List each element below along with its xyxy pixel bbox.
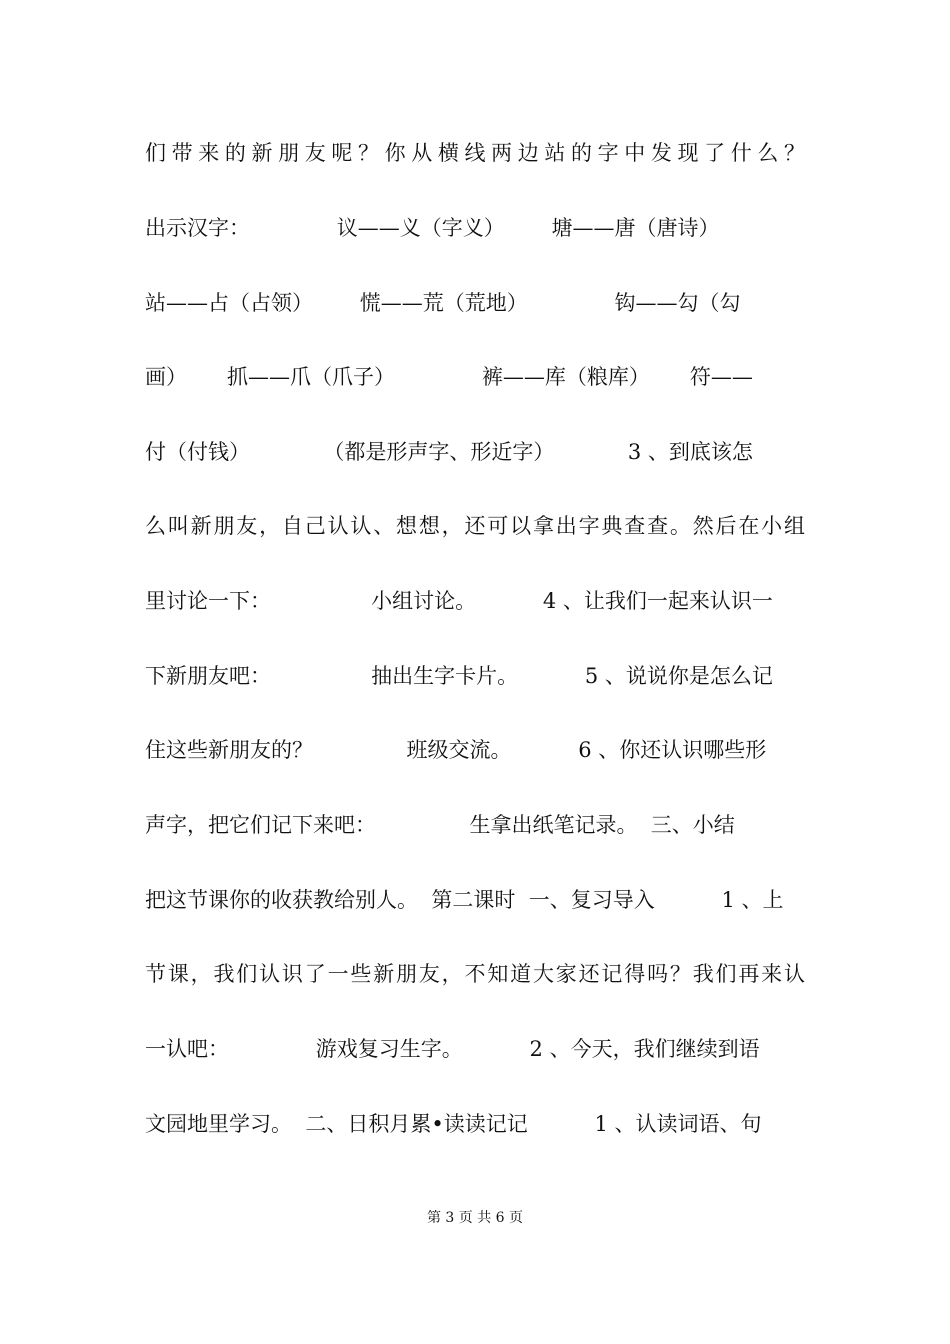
body-text-line: 住这些新朋友的？ 班级交流。 6 、你还认识哪些形: [145, 738, 767, 762]
body-text-line: 出示汉字： 议——义（字义） 塘——唐（唐诗）: [145, 216, 720, 240]
body-text-line: 文园地里学习。 二、日积月累•读读记记 1 、认读词语、句: [145, 1112, 762, 1136]
body-text-line: 们带来的新朋友呢？你从横线两边站的字中发现了什么？: [145, 141, 805, 165]
body-text-line: 节课，我们认识了一些新朋友，不知道大家还记得吗？我们再来认: [145, 962, 805, 986]
body-text-line: 声字，把它们记下来吧： 生拿出纸笔记录。 三、小结: [145, 813, 735, 837]
body-text-line: 付（付钱） （都是形声字、形近字） 3 、到底该怎: [145, 440, 753, 464]
body-text-line: 下新朋友吧： 抽出生字卡片。 5 、说说你是怎么记: [145, 664, 773, 688]
body-text-line: 里讨论一下： 小组讨论。 4 、让我们一起来认识一: [145, 589, 773, 613]
body-text-line: 把这节课你的收获教给别人。 第二课时 一、复习导入 1 、上: [145, 888, 784, 912]
page-footer: 第 3 页 共 6 页: [426, 1210, 524, 1226]
body-text-line: 一认吧： 游戏复习生字。 2 、今天，我们继续到语: [145, 1037, 760, 1061]
body-text-line: 画） 抓——爪（爪子） 裤——库（粮库） 符——: [145, 365, 753, 389]
body-text-line: 站——占（占领） 慌——荒（荒地） 钩——勾（勾: [145, 291, 741, 315]
body-text-line: 么叫新朋友，自己认认、想想，还可以拿出字典查查。然后在小组: [145, 514, 805, 538]
